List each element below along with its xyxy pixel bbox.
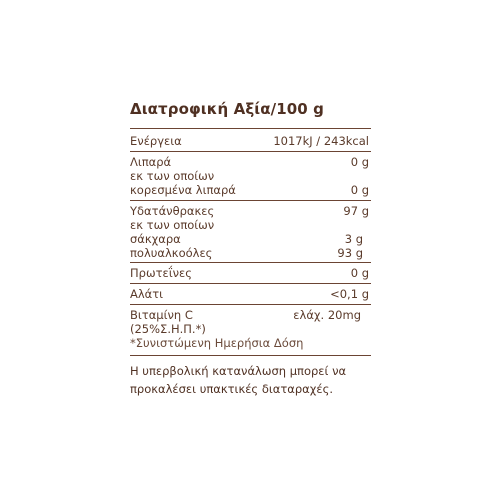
carbs-value: 97 g [343, 204, 369, 218]
nutrition-panel [130, 0, 371, 500]
vitamin-percent: (25%Σ.Η.Π.*) [130, 322, 206, 336]
divider [130, 304, 371, 305]
energy-label: Ενέργεια [130, 134, 182, 148]
vitamin-value: ελάχ. 20mg [293, 308, 361, 322]
salt-value: <0,1 g [330, 287, 369, 301]
sugars-value: 3 g [344, 232, 363, 246]
fat-label: Λιπαρά [130, 155, 172, 169]
nutrition-title: Διατροφική Αξία/100 g [130, 100, 324, 118]
salt-label: Αλάτι [130, 287, 164, 301]
divider [130, 128, 371, 129]
divider [130, 283, 371, 284]
rda-footnote: *Συνιστώμενη Ημερήσια Δόση [130, 336, 304, 350]
energy-value: 1017kJ / 243kcal [273, 134, 369, 148]
protein-label: Πρωτεΐνες [130, 266, 192, 280]
vitamin-label: Βιταμίνη C [130, 308, 193, 322]
divider [130, 200, 371, 201]
divider [130, 262, 371, 263]
divider [130, 355, 371, 356]
fat-value: 0 g [350, 155, 369, 169]
sugars-label: σάκχαρα [130, 232, 181, 246]
carbs-label: Υδατάνθρακες [130, 204, 215, 218]
saturated-fat-label: κορεσμένα λιπαρά [130, 183, 236, 197]
fat-sub-label: εκ των οποίων [130, 169, 215, 183]
warning-line-2: προκαλέσει υπακτικές διαταραχές. [130, 382, 333, 396]
carbs-sub-label: εκ των οποίων [130, 218, 215, 232]
polyols-label: πολυαλκοόλες [130, 246, 213, 260]
protein-value: 0 g [350, 266, 369, 280]
divider [130, 151, 371, 152]
polyols-value: 93 g [337, 246, 363, 260]
warning-line-1: Η υπερβολική κατανάλωση μπορεί να [130, 364, 347, 378]
saturated-fat-value: 0 g [350, 183, 369, 197]
